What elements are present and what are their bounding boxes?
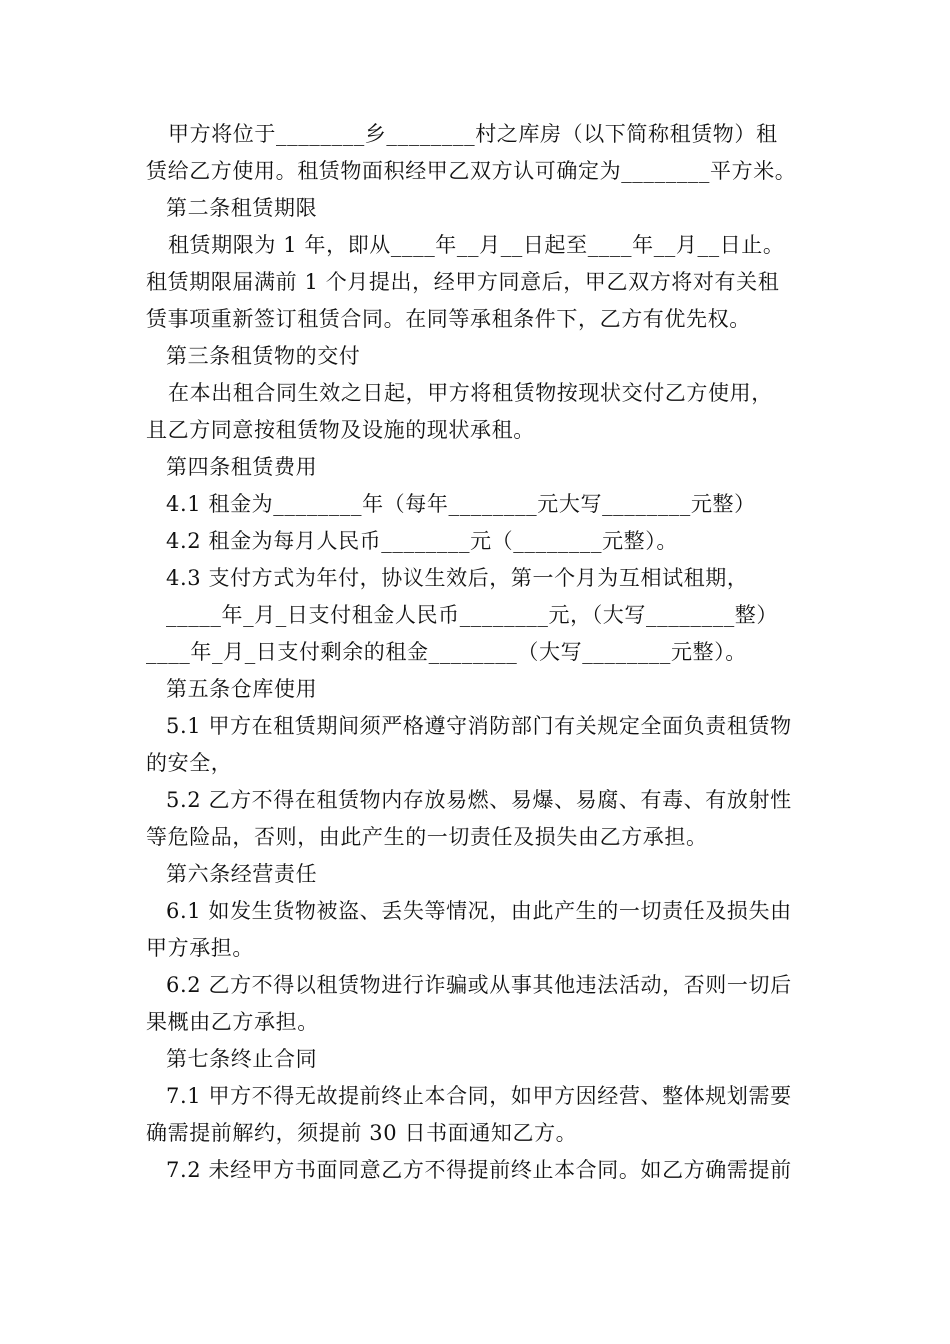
document-body [146, 116, 811, 1189]
paragraph-line: 7.2 未经甲方书面同意乙方不得提前终止本合同。如乙方确需提前 [166, 1158, 792, 1182]
paragraph-line: 6.2 乙方不得以租赁物进行诈骗或从事其他违法活动，否则一切后 [166, 973, 792, 997]
paragraph-line: 甲方将位于________乡________村之库房（以下简称租赁物）租 [168, 122, 778, 146]
paragraph-line: 赁事项重新签订租赁合同。在同等承租条件下，乙方有优先权。 [146, 307, 751, 331]
section-heading: 第二条租赁期限 [166, 196, 318, 220]
paragraph-line: 租赁期限届满前 1 个月提出，经甲方同意后，甲乙双方将对有关租 [146, 270, 780, 294]
paragraph-line: 且乙方同意按租赁物及设施的现状承租。 [146, 418, 535, 442]
paragraph-line: 4.2 租金为每月人民币________元（________元整）。 [166, 529, 678, 553]
paragraph-line: 5.2 乙方不得在租赁物内存放易燃、易爆、易腐、有毒、有放射性 [166, 788, 792, 812]
paragraph-line: 的安全， [146, 751, 233, 775]
section-heading: 第七条终止合同 [166, 1047, 318, 1071]
paragraph-line: 5.1 甲方在租赁期间须严格遵守消防部门有关规定全面负责租赁物 [166, 714, 792, 738]
paragraph-line: 租赁期限为 1 年，即从____年__月__日起至____年__月__日止。 [168, 233, 785, 257]
paragraph-line: 7.1 甲方不得无故提前终止本合同，如甲方因经营、整体规划需要 [166, 1084, 792, 1108]
paragraph-line: 甲方承担。 [146, 936, 254, 960]
paragraph-line: 果概由乙方承担。 [146, 1010, 319, 1034]
paragraph-line: 4.3 支付方式为年付，协议生效后，第一个月为互相试租期， [166, 566, 749, 590]
paragraph-line: 赁给乙方使用。租赁物面积经甲乙双方认可确定为________平方米。 [146, 159, 797, 183]
paragraph-line: 在本出租合同生效之日起，甲方将租赁物按现状交付乙方使用， [168, 381, 773, 405]
section-heading: 第四条租赁费用 [166, 455, 318, 479]
paragraph-line: 等危险品，否则，由此产生的一切责任及损失由乙方承担。 [146, 825, 708, 849]
paragraph-line: 确需提前解约，须提前 30 日书面通知乙方。 [146, 1121, 578, 1145]
paragraph-line: 4.1 租金为________年（每年________元大写________元整） [166, 492, 756, 516]
section-heading: 第五条仓库使用 [166, 677, 318, 701]
paragraph-line: ____年_月_日支付剩余的租金________（大写________元整）。 [146, 640, 747, 664]
paragraph-line: _____年_月_日支付租金人民币________元，（大写________整） [166, 603, 778, 627]
section-heading: 第三条租赁物的交付 [166, 344, 361, 368]
paragraph-line: 6.1 如发生货物被盗、丢失等情况，由此产生的一切责任及损失由 [166, 899, 792, 923]
section-heading: 第六条经营责任 [166, 862, 318, 886]
